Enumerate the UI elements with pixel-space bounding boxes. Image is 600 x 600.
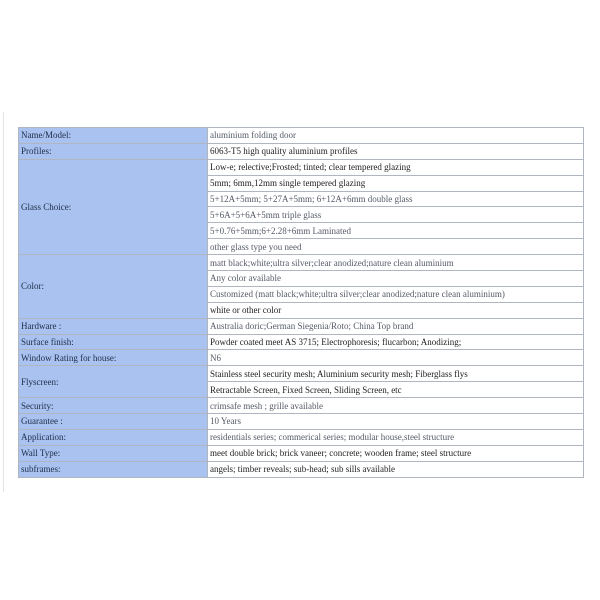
table-row [19,414,584,430]
row-value-name-model: aluminium folding door [208,128,584,144]
row-value-color: Any color available [208,271,584,287]
row-label-flyscreen: Flyscreen: [19,366,208,398]
row-value-color: Customized (matt black;white;ultra silver;clear anodized;nature clean aluminium) [208,286,584,302]
row-value-wall-type: meet double brick; brick vaneer; concrete; wooden frame; steel structure [208,445,584,461]
left-divider [3,112,4,492]
row-value-glass-choice: 5+0.76+5mm;6+2.28+6mm Laminated [208,223,584,239]
row-value-color: white or other color [208,302,584,318]
row-label-window-rating: Window Rating for house: [19,350,208,366]
table-row [19,429,584,445]
row-label-name-model: Name/Model: [19,128,208,144]
table-row [19,318,584,334]
row-label-guarantee: Guarantee : [19,414,208,430]
table-row [19,143,584,159]
row-label-application: Application: [19,429,208,445]
row-value-window-rating: N6 [208,350,584,366]
table-row [19,128,584,144]
row-label-wall-type: Wall Type: [19,445,208,461]
row-value-flyscreen: Retractable Screen, Fixed Screen, Sliding Screen, etc [208,382,584,398]
row-value-guarantee: 10 Years [208,414,584,430]
row-value-profiles: 6063-T5 high quality aluminium profiles [208,143,584,159]
spec-table [18,127,584,478]
row-label-surface-finish: Surface finish: [19,334,208,350]
row-value-glass-choice: other glass type you need [208,239,584,255]
row-value-glass-choice: 5+12A+5mm; 5+27A+5mm; 6+12A+6mm double glass [208,191,584,207]
row-value-subframes: angels; timber reveals; sub-head; sub sills available [208,461,584,477]
table-row [19,461,584,477]
row-value-application: residentials series; commerical series; modular house,steel structure [208,429,584,445]
row-value-color: matt black;white;ultra silver;clear anodized;nature clean aluminium [208,255,584,271]
table-row [19,366,584,382]
row-value-glass-choice: 5mm; 6mm,12mm single tempered glazing [208,175,584,191]
row-value-flyscreen: Stainless steel security mesh; Aluminium security mesh; Fiberglass flys [208,366,584,382]
table-row [19,350,584,366]
row-value-hardware: Australia doric;German Siegenia/Roto; China Top brand [208,318,584,334]
row-value-surface-finish: Powder coated meet AS 3715; Electrophoresis; flucarbon; Anodizing; [208,334,584,350]
row-value-glass-choice: 5+6A+5+6A+5mm triple glass [208,207,584,223]
row-label-hardware: Hardware : [19,318,208,334]
row-value-glass-choice: Low-e; relective;Frosted; tinted; clear tempered glazing [208,159,584,175]
table-row [19,445,584,461]
row-value-security: crimsafe mesh ; grille available [208,398,584,414]
table-row [19,398,584,414]
table-row [19,159,584,175]
table-row [19,255,584,271]
row-label-glass-choice: Glass Choice: [19,159,208,254]
row-label-color: Color: [19,255,208,319]
row-label-profiles: Profiles: [19,143,208,159]
table-row [19,334,584,350]
row-label-subframes: subframes: [19,461,208,477]
row-label-security: Security: [19,398,208,414]
